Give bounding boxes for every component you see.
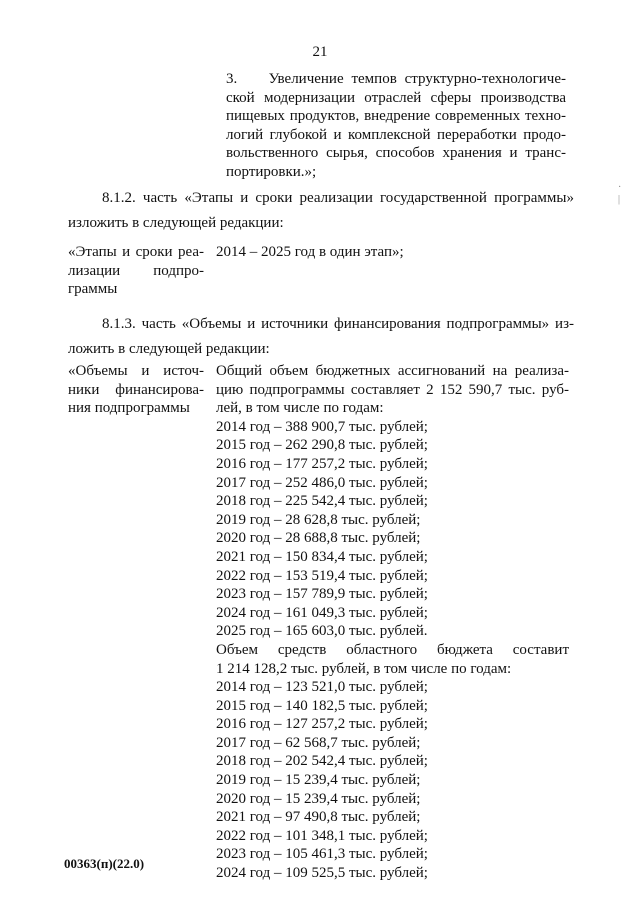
total-year-row: 2017 год – 252 486,0 тыс. рублей; <box>216 474 428 491</box>
document-code: 00363(п)(22.0) <box>64 856 145 871</box>
regional-funding-years-list <box>216 678 569 883</box>
regional-year-row: 2018 год – 202 542,4 тыс. рублей; <box>216 753 428 770</box>
regional-intro-line: 1 214 128,2 тыс. рублей, в том числе по годам: <box>216 660 512 677</box>
total-year-row: 2023 год – 157 789,9 тыс. рублей; <box>216 586 428 603</box>
regional-year-row: 2024 год – 109 525,5 тыс. рублей; <box>216 865 428 882</box>
regional-year-row: 2021 год – 97 490,8 тыс. рублей; <box>216 809 421 826</box>
total-year-row: 2015 год – 262 290,8 тыс. рублей; <box>216 437 428 454</box>
total-year-row: 2014 год – 388 900,7 тыс. рублей; <box>216 418 428 435</box>
regional-year-row: 2019 год – 15 239,4 тыс. рублей; <box>216 772 421 789</box>
total-year-row: 2024 год – 161 049,3 тыс. рублей; <box>216 604 428 621</box>
section-8-1-3 <box>68 315 574 358</box>
section-8-1-3-line: ложить в следующей редакции: <box>68 340 270 357</box>
section-8-1-2-line: изложить в следующей редакции: <box>68 214 284 231</box>
page-number: 21 <box>312 44 328 60</box>
item-3-line: вольственного сырья, способов хранения и транс- <box>226 145 566 162</box>
total-year-row: 2018 год – 225 542,4 тыс. рублей; <box>216 493 428 510</box>
regional-year-row: 2015 год – 140 182,5 тыс. рублей; <box>216 697 428 714</box>
total-year-row: 2020 год – 28 688,8 тыс. рублей; <box>216 530 421 547</box>
total-year-row: 2021 год – 150 834,4 тыс. рублей; <box>216 548 428 565</box>
item-3-line: ской модернизации отраслей сферы производства <box>226 89 566 106</box>
stages-label-line: граммы <box>68 281 118 298</box>
stages-value: 2014 – 2025 год в один этап»; <box>216 244 404 260</box>
section-8-1-3-line: 8.1.3. часть «Объемы и источники финансирования подпрограммы» из- <box>102 316 574 332</box>
item-3-line: логий глубокой и комплексной переработки продо- <box>226 126 566 143</box>
regional-year-row: 2016 год – 127 257,2 тыс. рублей; <box>216 716 428 733</box>
regional-year-row: 2020 год – 15 239,4 тыс. рублей; <box>216 790 421 807</box>
total-year-row: 2016 год – 177 257,2 тыс. рублей; <box>216 455 428 472</box>
regional-year-row: 2023 год – 105 461,3 тыс. рублей; <box>216 846 428 863</box>
funding-label <box>68 362 204 418</box>
regional-year-row: 2017 год – 62 568,7 тыс. рублей; <box>216 734 421 751</box>
item-3-line: 3. Увеличение темпов структурно-технологиче- <box>226 71 566 87</box>
regional-year-row: 2022 год – 101 348,1 тыс. рублей; <box>216 827 428 844</box>
margin-mark: · <box>618 182 622 193</box>
stages-label <box>68 243 204 299</box>
total-year-row: 2025 год – 165 603,0 тыс. рублей. <box>216 623 428 640</box>
item-3-line: портировки.»; <box>226 163 317 180</box>
regional-year-row: 2014 год – 123 521,0 тыс. рублей; <box>216 679 428 696</box>
funding-label-line: «Объемы и источ- <box>68 363 204 379</box>
total-year-row: 2019 год – 28 628,8 тыс. рублей; <box>216 511 421 528</box>
funding-label-line: ники финансирова- <box>68 381 204 398</box>
regional-intro-line: Объем средств областного бюджета составит <box>216 641 569 658</box>
stages-label-line: «Этапы и сроки реа- <box>68 244 204 260</box>
funding-label-line: ния подпрограммы <box>68 400 190 417</box>
stages-label-line: лизации подпро- <box>68 262 204 279</box>
funding-value <box>216 362 569 883</box>
item-3-paragraph <box>226 70 566 182</box>
item-3-line: пищевых продуктов, внедрение современных техно- <box>226 108 566 125</box>
section-8-1-2-line: 8.1.2. часть «Этапы и сроки реализации государственной программы» <box>102 190 574 206</box>
funding-intro-line: цию подпрограммы составляет 2 152 590,7 тыс. руб- <box>216 381 569 398</box>
total-funding-years-list <box>216 418 569 641</box>
funding-intro-line: Общий объем бюджетных ассигнований на реализа- <box>216 363 569 379</box>
margin-mark: | <box>618 194 621 205</box>
section-8-1-2 <box>68 189 574 232</box>
total-year-row: 2022 год – 153 519,4 тыс. рублей; <box>216 567 428 584</box>
funding-intro-line: лей, в том числе по годам: <box>216 400 384 417</box>
